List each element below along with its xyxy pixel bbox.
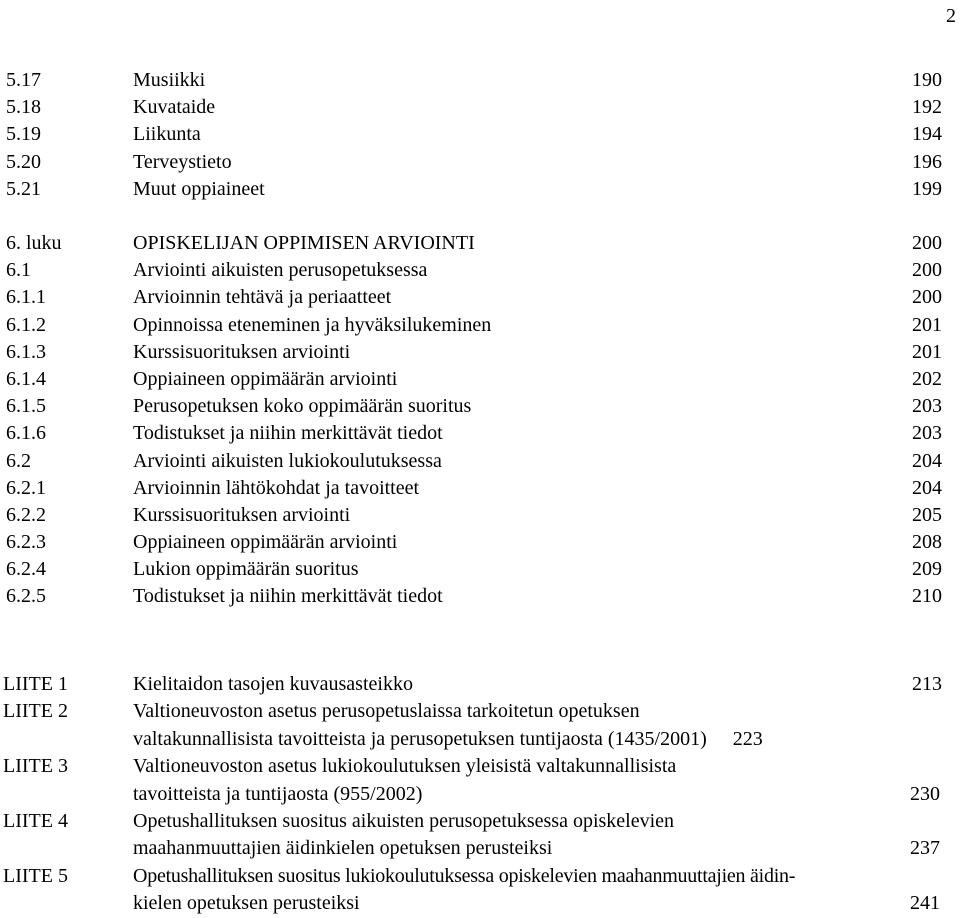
appendix-entry (0, 671, 960, 698)
toc-entry-page: 202 (912, 367, 942, 390)
appendix-entry (0, 808, 960, 863)
toc-entry (0, 257, 960, 284)
toc-entry-number: 5.17 (6, 69, 41, 91)
toc-entry-page: 204 (912, 449, 942, 472)
toc-entry-title: Arviointi aikuisten lukiokoulutuksessa (133, 449, 442, 472)
toc-entry-page: 204 (912, 476, 942, 499)
toc-entry-title: Kuvataide (133, 96, 216, 119)
toc-entry-number: 6.2.2 (6, 503, 46, 526)
toc-entry-title: Liikunta (133, 123, 201, 146)
appendix-page: 241 (910, 892, 940, 915)
toc-entry-page: 192 (912, 96, 942, 119)
toc-group-1 (0, 67, 960, 203)
appendix-label: LIITE 4 (3, 809, 68, 832)
toc-entry-number: 6.1.1 (6, 286, 46, 309)
toc-entry-number: 6.1 (6, 259, 31, 282)
toc-entry (0, 67, 960, 94)
toc-entry-number: 6.2.4 (6, 558, 46, 581)
toc-entry-number: 5.21 (6, 177, 41, 200)
toc-entry-title: Arviointi aikuisten perusopetuksessa (133, 259, 428, 282)
toc-entry (0, 176, 960, 203)
toc-entry-title: Opinnoissa eteneminen ja hyväksilukeminen (133, 313, 492, 336)
toc-entry-title: Arvioinnin lähtökohdat ja tavoitteet (133, 476, 420, 499)
toc-entry (0, 366, 960, 393)
toc-entry-page: 209 (912, 558, 942, 581)
toc-entry-page: 200 (912, 232, 942, 254)
toc-entry-title: Kurssisuorituksen arviointi (133, 503, 351, 526)
toc-entry-page: 200 (912, 259, 942, 282)
toc-entry-title: Perusopetuksen koko oppimäärän suoritus (133, 395, 472, 418)
toc-entry-number: 6.1.6 (6, 422, 46, 445)
appendix-label: LIITE 2 (3, 700, 68, 723)
appendix-entry (0, 753, 960, 808)
toc-entry-page: 190 (912, 69, 942, 91)
toc-entry (0, 529, 960, 556)
appendix-page: 230 (910, 782, 940, 805)
toc-entry-page: 201 (912, 313, 942, 336)
toc-entry (0, 393, 960, 420)
toc-entry (0, 149, 960, 176)
toc-entry (0, 420, 960, 447)
toc-entry-title: Oppiaineen oppimäärän arviointi (133, 367, 398, 390)
appendix-entry (0, 698, 960, 753)
appendix-title-line-1: Opetushallituksen suositus lukiokoulutuksessa opiskelevien maahanmuuttajien äidin- (133, 864, 796, 887)
toc-entry (0, 312, 960, 339)
toc-entry-title: Todistukset ja niihin merkittävät tiedot (133, 422, 443, 445)
toc-entry-number: 6.1.3 (6, 340, 46, 363)
toc-entry-title: Muut oppiaineet (133, 177, 265, 200)
toc-entry (0, 583, 960, 610)
toc-entry-page: 203 (912, 395, 942, 418)
toc-entry (0, 556, 960, 583)
appendix-page: 213 (912, 673, 942, 695)
toc-entry-number: 6.2.1 (6, 476, 46, 499)
toc-entry-number: 6.1.4 (6, 367, 46, 390)
toc-entry-number: 6.2.5 (6, 585, 46, 608)
toc-entry-page: 210 (912, 585, 942, 608)
toc-entry-page: 200 (912, 286, 942, 309)
toc-entry-page: 199 (912, 177, 942, 200)
appendix-title: Kielitaidon tasojen kuvausasteikko (133, 673, 413, 695)
toc-entry-title: Kurssisuorituksen arviointi (133, 340, 351, 363)
appendix-title-line-2: valtakunnallisista tavoitteista ja perusopetuksen tuntijaosta (1435/2001) 223 (133, 727, 763, 750)
toc-entry-number: 5.18 (6, 96, 41, 119)
toc-entry-number: 6.1.5 (6, 395, 46, 418)
toc-entry-page: 194 (912, 123, 942, 146)
appendix-label: LIITE 1 (3, 673, 68, 695)
toc-entry-number: 6.2.3 (6, 531, 46, 554)
toc-entry-number: 6.1.2 (6, 313, 46, 336)
appendix-title-line-1: Opetushallituksen suositus aikuisten perusopetuksessa opiskelevien (133, 809, 675, 832)
toc-entry (0, 502, 960, 529)
toc-entry (0, 448, 960, 475)
toc-entry-number: 5.19 (6, 123, 41, 146)
toc-entry-title: Oppiaineen oppimäärän arviointi (133, 531, 398, 554)
toc-entry-number: 5.20 (6, 150, 41, 173)
toc-entry-title: Lukion oppimäärän suoritus (133, 558, 359, 581)
toc-entry-title: Musiikki (133, 69, 206, 91)
appendix-title-line-1: Valtioneuvoston asetus perusopetuslaissa tarkoitetun opetuksen (133, 700, 640, 723)
toc-entry (0, 475, 960, 502)
toc-entry (0, 339, 960, 366)
toc-entry (0, 94, 960, 121)
toc-entry-page: 196 (912, 150, 942, 173)
toc-entry (0, 121, 960, 148)
appendix-title-line-1: Valtioneuvoston asetus lukiokoulutuksen yleisistä valtakunnallisista (133, 755, 677, 778)
toc-entry-title: OPISKELIJAN OPPIMISEN ARVIOINTI (133, 232, 475, 254)
appendix-entry (0, 863, 960, 918)
page-number: 2 (946, 5, 956, 27)
appendix-page: 237 (910, 837, 940, 860)
toc-group-2 (0, 230, 960, 611)
toc-entry-number: 6.2 (6, 449, 31, 472)
appendix-page: 223 (732, 727, 763, 750)
toc-entry (0, 284, 960, 311)
toc-entry-title: Todistukset ja niihin merkittävät tiedot (133, 585, 443, 608)
toc-entry-page: 208 (912, 531, 942, 554)
appendix-title-line-2: kielen opetuksen perusteiksi (133, 892, 360, 915)
toc-entry-title: Arvioinnin tehtävä ja periaatteet (133, 286, 392, 309)
toc-chapter-heading (0, 230, 960, 257)
toc-entry-page: 201 (912, 340, 942, 363)
appendix-title-line-2: tavoitteista ja tuntijaosta (955/2002) (133, 782, 423, 805)
toc-entry-number: 6. luku (6, 232, 62, 254)
toc-entry-title: Terveystieto (133, 150, 232, 173)
toc-entry-page: 205 (912, 503, 942, 526)
appendix-title-line-2: maahanmuuttajien äidinkielen opetuksen perusteiksi (133, 837, 553, 860)
appendix-label: LIITE 5 (3, 864, 68, 887)
appendix-list (0, 671, 960, 918)
appendix-label: LIITE 3 (3, 755, 68, 778)
toc-entry-page: 203 (912, 422, 942, 445)
